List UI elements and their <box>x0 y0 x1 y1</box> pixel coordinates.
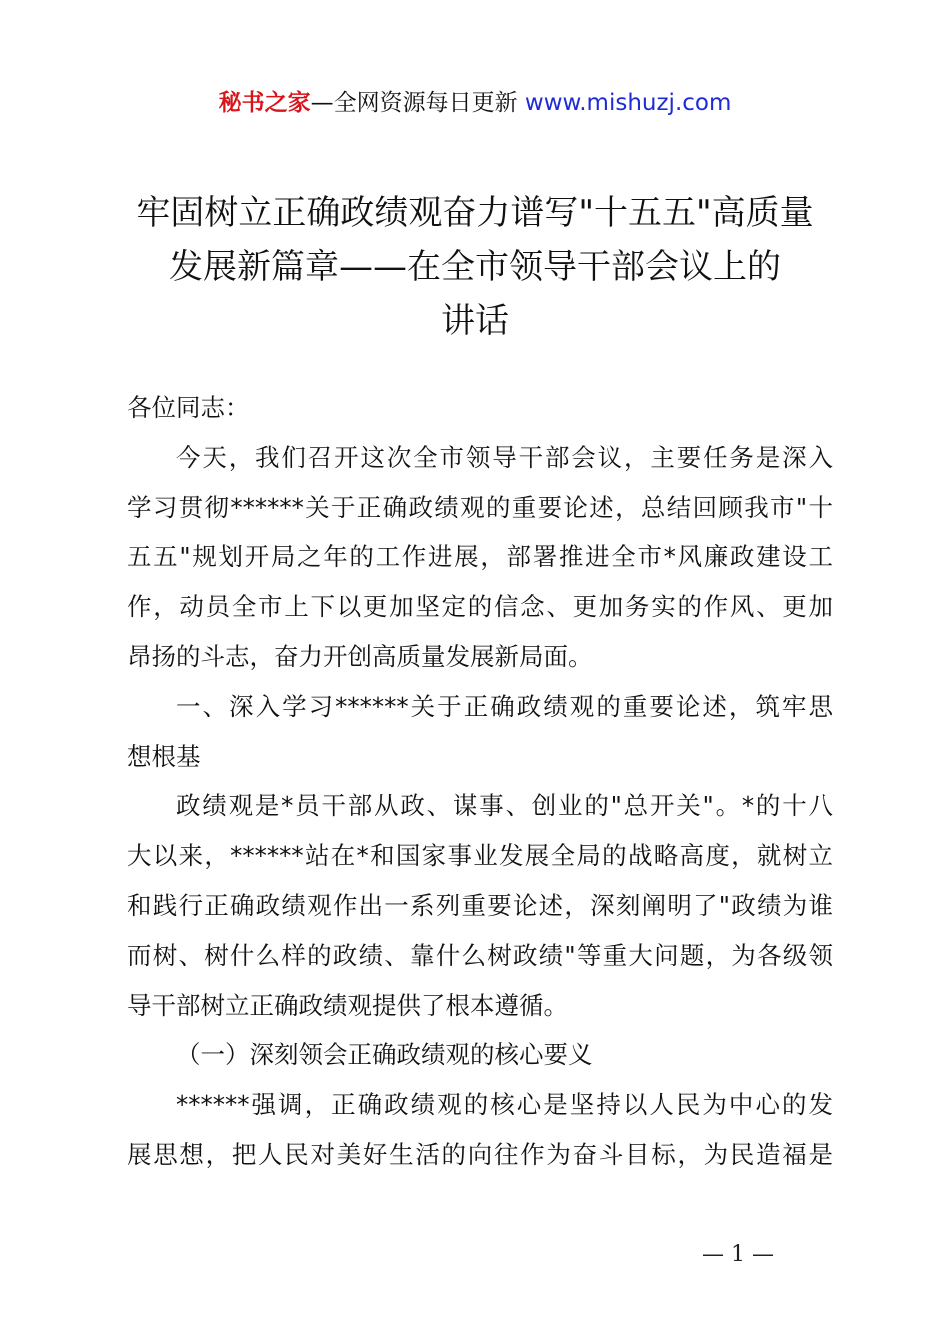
section-heading-line: 一、深入学习******关于正确政绩观的重要论述，筑牢思 <box>176 691 833 721</box>
paragraph-line: 展思想，把人民对美好生活的向往作为奋斗目标，为民造福是 <box>127 1139 833 1169</box>
site-header <box>0 86 950 120</box>
paragraph-line: 导干部树立正确政绩观提供了根本遵循。 <box>127 990 568 1020</box>
page-number: — 1 — <box>702 1242 774 1267</box>
paragraph-line: 今天，我们召开这次全市领导干部会议，主要任务是深入 <box>176 442 833 472</box>
paragraph-line: 政绩观是*员干部从政、谋事、创业的"总开关"。*的十八 <box>176 791 833 821</box>
paragraph-line: 作，动员全市上下以更加坚定的信念、更加务实的作风、更加 <box>127 592 833 622</box>
paragraph-line: 而树、树什么样的政绩、靠什么树政绩"等重大问题，为各级领 <box>127 940 833 970</box>
paragraph-line: 大以来，******站在*和国家事业发展全局的战略高度，就树立 <box>127 841 833 871</box>
brand-name: 秘书之家 <box>218 90 311 116</box>
paragraph-line: 和践行正确政绩观作出一系列重要论述，深刻阐明了"政绩为谁 <box>127 890 833 920</box>
title-line: 牢固树立正确政绩观奋力谱写"十五五"高质量 <box>136 193 814 233</box>
paragraph-line: 昂扬的斗志，奋力开创高质量发展新局面。 <box>127 641 593 671</box>
salutation: 各位同志： <box>127 393 250 422</box>
title-line: 发展新篇章——在全市领导干部会议上的 <box>169 247 781 287</box>
subsection-heading: （一）深刻领会正确政绩观的核心要义 <box>176 1040 593 1070</box>
paragraph-line: ******强调，正确政绩观的核心是坚持以人民为中心的发 <box>176 1090 833 1120</box>
section-heading-line: 想根基 <box>127 741 201 771</box>
document-body <box>127 383 833 1180</box>
paragraph-line: 五五"规划开局之年的工作进展，部署推进全市*风廉政建设工 <box>127 542 833 572</box>
site-url-link[interactable]: www.mishuzj.com <box>524 90 732 116</box>
header-tagline: —全网资源每日更新 <box>310 90 525 116</box>
document-title <box>100 186 850 348</box>
paragraph-line: 学习贯彻******关于正确政绩观的重要论述，总结回顾我市"十 <box>127 492 833 522</box>
title-line: 讲话 <box>441 301 509 341</box>
